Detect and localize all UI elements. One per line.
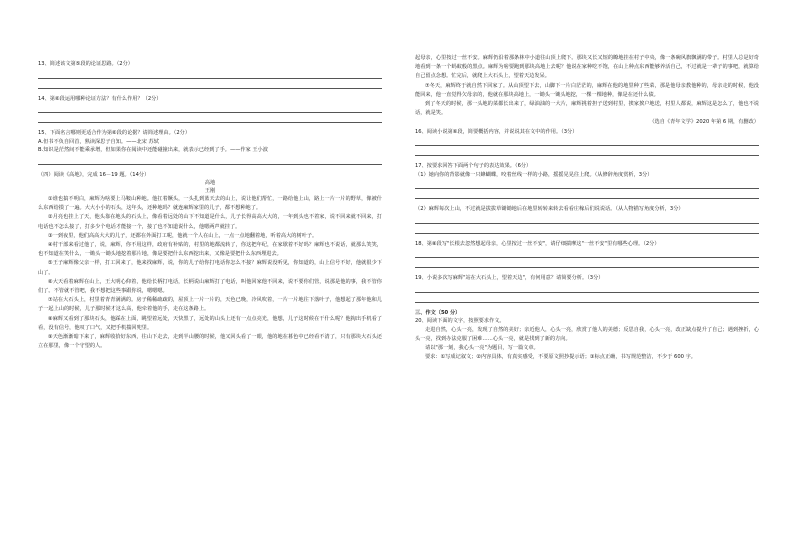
question-14: 14、第⑥段运用哪种论证方法？有什么作用？（2分） bbox=[38, 95, 162, 102]
answer-line[interactable] bbox=[415, 248, 759, 258]
answer-line[interactable] bbox=[415, 214, 759, 224]
story-source: （选自《青年文学》2020 年第 6 期，有删改） bbox=[649, 119, 759, 126]
left-column bbox=[38, 60, 382, 351]
question-17-1: （1）她向你的背影就像一只蜂蝴蝶，咬着丝线一样的小路，摇摇晃晃往上爬。（从修辞角度赏析，3分） bbox=[415, 171, 653, 178]
question-17-2: （2）麻辉每次上山，不过就是拔拔草锄锄地后在地里转转来转去看看庄稼后们说说话。（从人物描写角度分析，3分） bbox=[415, 206, 684, 213]
section-title: 三、作文（50 分） bbox=[415, 309, 461, 316]
paragraph-9: ⑨天色渐渐暗下来了，麻辉收拾好东西，往山下走去，走到半山腰的时候，他又回头看了一眼，他的地在暮色中已经看不清了，只有那块大石头还立在那里，像一个守望的人。 bbox=[38, 334, 382, 350]
paragraph-7: ⑦站在大石头上，村里着青青满满的。房子稀稀疏疏的，屋顶上一片一片的，天色已晚，冷风吹着，一片一片地往下落叶子，他想起了那年他和儿子一起上山的时候，儿子那时候才这么高，他牵着他的手，走在这条路上。 bbox=[38, 297, 382, 313]
answer-line[interactable] bbox=[415, 224, 759, 234]
paragraph-6: ⑥大天看着麻辉在山上，王大明心仰着，他给长柄打电话，长柄说山麻辉打了电话，叫他回家他不回来，说不要你们管，说那是他的事，我不管你们了。不管就不管吧，我不想把这些事跟你说，嗯嗯嗯。 bbox=[38, 278, 382, 295]
question-15: 15、下面名言哪则更适合作为第⑥段的论据？请简述理由。（2分） bbox=[38, 130, 191, 136]
paragraph-10: ⑦冬天，麻辉终于就自然下回家了。从山顶望下去，山脚下一片白茫茫的，麻辉在他的地里种了些菜，那是他母亲教他种的，母亲走的时候，他没能回来，他一直觉得欠母亲的，他就在那块高地上，一锄头一锄头地挖，一棵一棵地种，像是在还什么债。 bbox=[415, 82, 759, 98]
question-19: 19、小说多次写麻辉"站在大石头上，望着天边"，有何用意？请简要分析。（3分） bbox=[415, 275, 604, 282]
answer-line[interactable] bbox=[415, 293, 759, 303]
paragraph-3: ③一到夜里，他们高高大大的儿子，还都在外面打工呢，他就一个人在山上，一点一点地翻着地，听着高大的树叶子。 bbox=[48, 232, 318, 239]
question-18: 18、第⑧段写"长根去忽然想起母亲，心里按过一丝不安"，请仔细揣摩这"一丝不安"里有哪些心理。（2分） bbox=[415, 240, 660, 247]
answer-line[interactable] bbox=[38, 69, 382, 79]
answer-line[interactable] bbox=[415, 136, 759, 146]
answer-line[interactable] bbox=[415, 189, 759, 199]
writing-prompt: 20、阅读下面的文字，按照要求作文。 bbox=[415, 318, 505, 325]
question-17: 17、按要求回答下面两个句子的表达效果。（6分） bbox=[415, 163, 532, 170]
paragraph-2: ②月亮也挂上了天，他头靠在地头的石头上，像看着远处的山下不知道是什么，儿子长得高高大大的，一年到头也不着家，说不回来就不回来，打电话也不怎么接了，打多少个电话才能接一个，接了也不知道说什么，他嗯两声就挂了。 bbox=[38, 214, 382, 230]
answer-line[interactable] bbox=[38, 103, 382, 113]
option-b: B.知识是茫然间不能乘承增，但如果你在阅读中还能碰撞出来，就表示已经到了手。——作家 王小波 bbox=[38, 147, 268, 153]
paragraph-1: ①谁也搞不明白，麻辉为啥要上马鞍山种地。他扛着镢头，一头扎到蓝天去的山上，说让他们帮忙，一路给他上山，路上一片一片的野草，像被什么东西给摸了一遍。大大小小的石头，这年头，还种地吗？就连麻辉家里的儿子，都不想种地了。 bbox=[38, 196, 382, 212]
writing-requirements: 要求：①写成记叙文；②内容具体，有真实感受，不要原文照抄提示语；③标点正确，书写规范整洁，不少于 600 字。 bbox=[425, 353, 696, 360]
answer-line[interactable] bbox=[415, 146, 759, 156]
paragraph-8: ⑧麻辉又看到了那块石头，他踩在上面，眺望着远处，天快黑了，远处的山头上还有一点点亮光，他想，儿子这时候在干什么呢？他掏出手机看了看，没有信号，他叹了口气，又把手机揣回兜里。 bbox=[38, 315, 382, 331]
answer-line[interactable] bbox=[38, 155, 382, 165]
paragraph-cont: 起母亲，心里按过一丝不安。麻辉仍沿着那条林中小道往山顶上爬下。那块又长又短的瞭地挂在村子中央，像一条碗风旗飘满的带子。村里人总是好奇地看到一条一个蚂蚁般的黑点。麻辉为啥要跑到那块高地上去呢？他说在家种吃不饱，在山上种点东西能够养活自己，不过就是一辈子的事吧，就算给自己留点念想。忙完后，就爬上大石头上，望着天边发呆。 bbox=[415, 55, 759, 80]
reading-intro: （四）阅读《高地》，完成 16－19 题。（14分） bbox=[38, 171, 150, 178]
writing-material: 走进自然，心头一亮，发现了自然的美好；亲近他人，心头一亮，欣赏了他人的美德；反思自我，心头一亮，改正缺点提升了自己；遇到挫折，心头一亮，找到办法克服了困难……心头一亮，就是找到了新的方向。 bbox=[415, 326, 759, 342]
answer-line[interactable] bbox=[415, 179, 759, 189]
answer-line[interactable] bbox=[415, 283, 759, 293]
paragraph-11: 到了冬天的时候，那一头地的菜都长出来了，绿油油的一大片，麻辉挑着担子送到村里，挨家挨户地送，村里人都说，麻辉这是怎么了，他也不说话，就是笑。 bbox=[415, 101, 759, 117]
right-column bbox=[415, 54, 759, 362]
question-16: 16、阅读小说第⑥段，简要概括内容，并说说其在文中的作用。（3分） bbox=[415, 128, 578, 135]
writing-title: 请以"那一刻，我心头一亮"为题目，写一篇文章。 bbox=[425, 345, 539, 352]
story-author: 王刚 bbox=[204, 188, 216, 194]
answer-line[interactable] bbox=[38, 113, 382, 123]
answer-line[interactable] bbox=[415, 258, 759, 268]
story-title: 高地 bbox=[204, 180, 216, 186]
question-13: 13、简述该文第⑤段的论证思路。（2分） bbox=[38, 61, 133, 67]
paragraph-4: ④村干部来看过他了，说，麻辉，你不用这样，政府有补贴的，村里的地都流转了，你这把年纪，在家歇着不好吗？麻辉也不说话，就那么笑笑，也不知道在笑什么，一锄头一锄头地挖着那片地，像是要把什么东西挖出来，又像是要把什么东西埋进去。 bbox=[38, 242, 382, 258]
paragraph-5: ⑤王子麻辉像父亲一样，打工回来了，他来找麻辉，说，你的儿子给你打电话你怎么不接？麻辉说没听见，你知道的，山上信号不好，他就很少下山了。 bbox=[38, 260, 382, 276]
answer-line[interactable] bbox=[38, 79, 382, 89]
option-a: A.但书不负自回首，熟读深思子自知。——北宋 苏轼 bbox=[38, 138, 159, 145]
